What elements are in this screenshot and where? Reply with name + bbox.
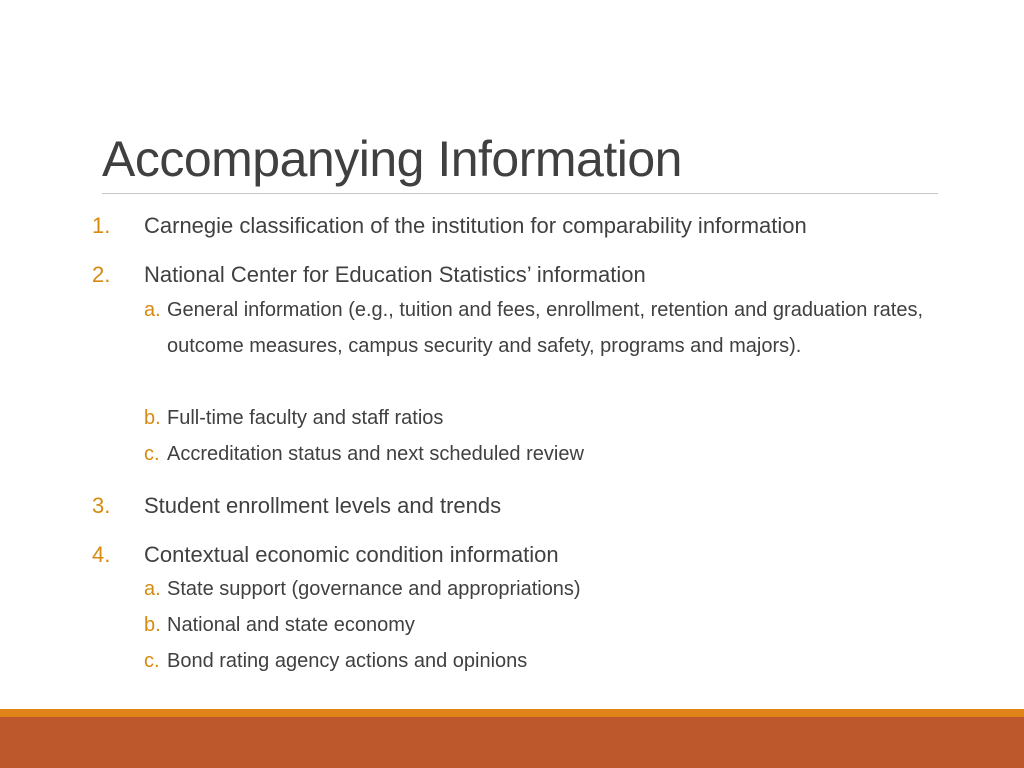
sub-item-text: Full-time faculty and staff ratios [167, 407, 444, 429]
list-item-text: Student enrollment levels and trends [144, 493, 502, 518]
list-item-number: 4. [92, 542, 111, 567]
slide-title: Accompanying Information [102, 131, 682, 187]
sub-item-letter: c. [144, 650, 160, 672]
list-item-text: Carnegie classification of the institution for comparability information [144, 213, 807, 238]
list-item-text: National Center for Education Statistics’ information [144, 262, 646, 287]
footer-accent-line [0, 709, 1024, 717]
sub-item-text: Bond rating agency actions and opinions [167, 650, 528, 672]
sub-item-text: Accreditation status and next scheduled review [167, 443, 584, 465]
list-item-text: Contextual economic condition information [144, 542, 559, 567]
list-item-number: 2. [92, 262, 111, 287]
list-item-number: 1. [92, 213, 111, 238]
sub-item-letter: c. [144, 443, 160, 465]
list-item-number: 3. [92, 493, 111, 518]
sub-item-letter: a. [144, 578, 161, 600]
sub-item-letter: a. [144, 299, 161, 321]
sub-item-text: General information (e.g., tuition and fees, enrollment, retention and graduation rates, outcome measures, campus security and safety, programs and majors). [167, 299, 924, 357]
sub-item-letter: b. [144, 614, 161, 636]
footer-band [0, 717, 1024, 768]
sub-item-text: National and state economy [167, 614, 415, 636]
sub-item-letter: b. [144, 407, 161, 429]
sub-item-text: State support (governance and appropriations) [167, 578, 581, 600]
